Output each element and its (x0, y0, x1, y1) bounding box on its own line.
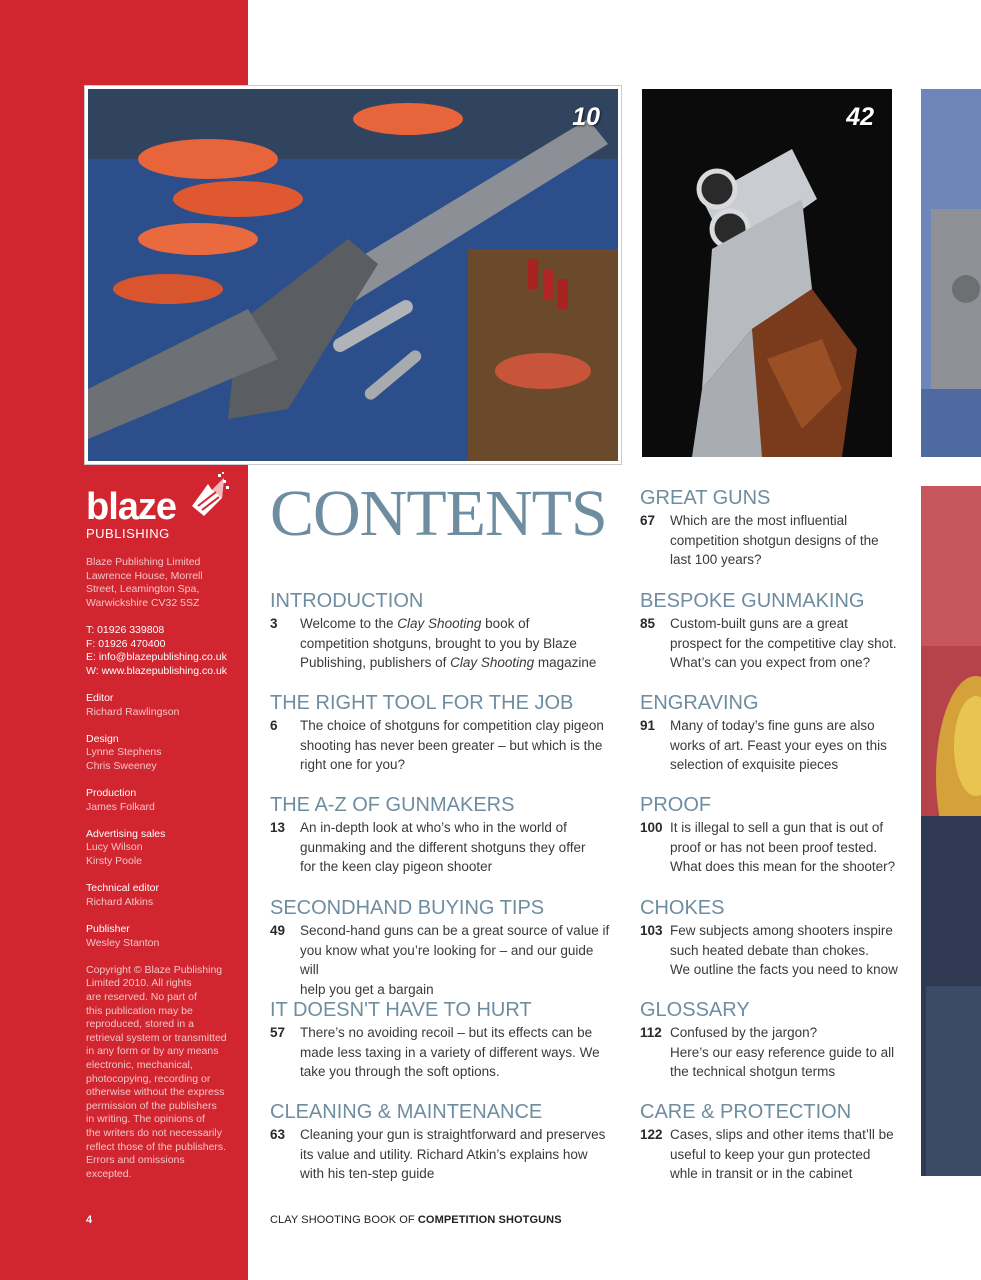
description-line (670, 838, 981, 858)
entry-page-number: 100 (640, 820, 663, 835)
contact-key: W: (86, 664, 99, 677)
contents-entry (640, 998, 981, 1082)
description-segment: its value and utility. Richard Atkin’s explains how (300, 1146, 588, 1162)
description-line (300, 980, 615, 1000)
description-segment: What does this mean for the shooter? (670, 859, 896, 875)
entry-body (270, 1125, 615, 1184)
description-segment: Many of today’s fine guns are also (670, 718, 875, 733)
entry-page-number: 57 (270, 1025, 286, 1040)
description-segment: magazine (534, 655, 597, 671)
entry-description (670, 1125, 981, 1184)
copyright-line: Copyright © Blaze Publishing (86, 963, 223, 976)
entry-body (270, 614, 615, 673)
copyright-line: otherwise without the express (86, 1086, 225, 1099)
copyright-line: the writers do not necessarily (86, 1126, 222, 1139)
credit-name: James Folkard (86, 800, 155, 813)
flame-book-icon (182, 472, 230, 522)
entry-page-number: 3 (270, 616, 278, 631)
entry-title: BESPOKE GUNMAKING (640, 590, 865, 612)
description-line (300, 941, 615, 980)
credit-block (86, 828, 236, 869)
credit-role: Production (86, 787, 137, 800)
description-line (300, 1125, 615, 1145)
description-line (300, 736, 615, 756)
photo-engraved-action-crop (921, 89, 981, 457)
description-line (670, 1043, 981, 1063)
entry-page-number: 13 (270, 820, 286, 835)
entry-page-number: 103 (640, 923, 663, 938)
description-line (670, 1023, 981, 1043)
entry-page-number: 67 (640, 513, 656, 528)
address-line: Lawrence House, Morrell (86, 569, 203, 582)
entry-title: PROOF (640, 794, 712, 816)
contact-key: F: (86, 637, 96, 650)
description-segment: right one for you? (300, 757, 406, 773)
entry-description (300, 1125, 615, 1184)
description-line (670, 511, 981, 531)
copyright-line: in any form or by any means (86, 1045, 219, 1058)
description-line (670, 921, 981, 941)
entry-page-number: 63 (270, 1127, 286, 1142)
photo-engraved-over-under (642, 89, 892, 457)
entry-description (300, 921, 615, 1000)
entry-page-number: 91 (640, 718, 656, 733)
description-line (300, 614, 615, 634)
page-number: 4 (86, 1214, 93, 1226)
description-line (670, 1125, 981, 1145)
credit-name: Lucy Wilson (86, 841, 143, 854)
entry-title: THE RIGHT TOOL FOR THE JOB (270, 692, 574, 714)
entry-body (270, 921, 615, 1000)
entry-page-number: 6 (270, 718, 278, 733)
description-segment: works of art. Feast your eyes on this (670, 737, 887, 753)
description-segment: for the keen clay pigeon shooter (300, 859, 493, 875)
logo-wordmark: blaze (86, 486, 177, 528)
description-segment: competition shotguns, brought to you by Blaze (300, 635, 577, 651)
description-line (300, 1043, 615, 1063)
credit-name: Chris Sweeney (86, 759, 157, 772)
credit-block (86, 692, 236, 719)
contact-value: info@blazepublishing.co.uk (98, 651, 227, 664)
entry-description (300, 614, 615, 673)
description-segment: competition shotgun designs of the (670, 532, 879, 548)
blaze-publishing-logo (86, 472, 231, 544)
description-segment: Confused by the jargon? (670, 1025, 818, 1040)
description-line (300, 921, 615, 941)
shotgun-clays-illustration (88, 89, 618, 461)
credit-role: Technical editor (86, 882, 159, 895)
entry-title: SECONDHAND BUYING TIPS (270, 897, 545, 919)
description-segment: book of (481, 616, 530, 631)
description-line (300, 1145, 615, 1165)
contents-entry (270, 1100, 615, 1184)
copyright-line: Errors and omissions (86, 1154, 185, 1167)
photo-page-badge: 42 (846, 103, 874, 131)
description-line (670, 960, 981, 980)
credit-name: Lynne Stephens (86, 746, 162, 759)
description-line (670, 1164, 981, 1184)
credit-block (86, 787, 236, 814)
entry-title: INTRODUCTION (270, 590, 424, 612)
copyright-block (86, 964, 236, 1182)
description-segment: Clay Shooting (397, 616, 482, 631)
entry-title: CHOKES (640, 897, 725, 919)
description-segment: you know what you’re looking for – and our guide will (300, 942, 594, 978)
contents-entry (640, 486, 981, 570)
copyright-line: reflect those of the publishers. (86, 1140, 227, 1153)
address-block (86, 556, 236, 610)
description-line (300, 1062, 615, 1082)
contents-entry (640, 1100, 981, 1184)
description-line (300, 755, 615, 775)
contents-entry (270, 691, 615, 775)
description-segment: Custom-built guns are a great (670, 616, 848, 631)
entry-description (670, 614, 981, 673)
credit-name: Kirsty Poole (86, 855, 143, 868)
description-line (670, 857, 981, 877)
copyright-line: Limited 2010. All rights (86, 977, 192, 990)
entry-description (670, 511, 981, 570)
entry-body (640, 921, 981, 980)
credit-name: Richard Rawlingson (86, 705, 180, 718)
entry-body (640, 511, 981, 570)
entry-page-number: 85 (640, 616, 656, 631)
description-segment: What’s can you expect from one? (670, 655, 871, 671)
contact-line (86, 665, 236, 679)
engraved-action-illustration (921, 89, 981, 457)
description-line (670, 614, 981, 634)
copyright-line: this publication may be (86, 1004, 193, 1017)
entry-description (670, 1023, 981, 1082)
contents-entry (270, 896, 615, 1000)
logo-subtitle: PUBLISHING (86, 526, 170, 541)
contents-entry (640, 691, 981, 775)
credit-name: Wesley Stanton (86, 936, 160, 949)
contents-entry (640, 896, 981, 980)
description-segment: Second-hand guns can be a great source of value if (300, 923, 610, 938)
entry-body (640, 614, 981, 673)
footer-prefix: CLAY SHOOTING BOOK OF (270, 1214, 418, 1226)
copyright-line: excepted. (86, 1167, 132, 1180)
description-segment: Publishing, publishers of (300, 655, 451, 671)
contents-entry (270, 589, 615, 673)
description-segment: whle in transit or in the cabinet (670, 1166, 853, 1182)
description-segment: help you get a bargain (300, 982, 434, 998)
contents-entry (640, 793, 981, 877)
description-segment: We outline the facts you need to know (670, 962, 898, 978)
description-line (670, 1145, 981, 1165)
entry-body (640, 1023, 981, 1082)
description-line (300, 1023, 615, 1043)
entry-body (640, 1125, 981, 1184)
contact-block (86, 624, 236, 678)
credit-role: Publisher (86, 923, 130, 936)
credit-block (86, 882, 236, 909)
description-segment: made less taxing in a variety of different ways. We (300, 1044, 600, 1060)
description-segment: Clay Shooting (450, 655, 535, 671)
entry-description (670, 921, 981, 980)
entry-body (640, 818, 981, 877)
entry-description (670, 716, 981, 775)
credit-name: Richard Atkins (86, 895, 154, 908)
description-segment: the technical shotgun terms (670, 1064, 836, 1080)
description-segment: There’s no avoiding recoil – but its effects can be (300, 1025, 593, 1040)
description-line (300, 1164, 615, 1184)
entry-title: CLEANING & MAINTENANCE (270, 1101, 543, 1123)
description-segment: An in-depth look at who’s who in the world of (300, 820, 567, 835)
description-line (670, 941, 981, 961)
entry-body (270, 716, 615, 775)
engraved-shotgun-illustration (642, 89, 892, 457)
description-segment: Which are the most influential (670, 513, 848, 528)
address-line: Blaze Publishing Limited (86, 556, 201, 568)
entry-page-number: 49 (270, 923, 286, 938)
contents-entry (640, 589, 981, 673)
description-segment: gunmaking and the different shotguns they offer (300, 839, 586, 855)
description-line (670, 531, 981, 551)
running-footer (270, 1214, 562, 1226)
copyright-line: retrieval system or transmitted (86, 1031, 227, 1044)
description-line (300, 716, 615, 736)
description-line (300, 653, 615, 673)
description-segment: take you through the soft options. (300, 1064, 500, 1080)
copyright-line: are reserved. No part of (86, 991, 197, 1003)
entry-description (300, 716, 615, 775)
copyright-line: permission of the publishers (86, 1099, 217, 1112)
description-line (300, 857, 615, 877)
photo-page-badge: 10 (572, 103, 600, 131)
description-line (670, 736, 981, 756)
entry-title: IT DOESN'T HAVE TO HURT (270, 999, 532, 1021)
description-segment: with his ten-step guide (300, 1166, 435, 1182)
contact-line (86, 651, 236, 665)
page-title: CONTENTS (270, 477, 607, 550)
credit-role: Design (86, 732, 119, 745)
publisher-info (86, 556, 236, 1195)
contents-entry (270, 998, 615, 1082)
footer-strong: COMPETITION SHOTGUNS (417, 1214, 562, 1226)
entry-page-number: 122 (640, 1127, 663, 1142)
description-line (670, 550, 981, 570)
credit-role: Advertising sales (86, 827, 166, 840)
contact-value: www.blazepublishing.co.uk (101, 664, 228, 677)
description-line (670, 634, 981, 654)
entry-page-number: 112 (640, 1025, 662, 1040)
entry-description (300, 818, 615, 877)
credit-role: Editor (86, 691, 114, 704)
credit-block (86, 923, 236, 950)
description-segment: proof or has not been proof tested. (670, 839, 878, 855)
description-line (670, 716, 981, 736)
description-line (670, 653, 981, 673)
contact-key: E: (86, 651, 96, 664)
contents-entry (270, 793, 615, 877)
description-segment: prospect for the competitive clay shot. (670, 635, 897, 651)
description-line (670, 1062, 981, 1082)
copyright-line: reproduced, stored in a (86, 1018, 194, 1031)
entry-title: CARE & PROTECTION (640, 1101, 852, 1123)
photo-semi-auto-shotgun (85, 86, 621, 464)
copyright-line: in writing. The opinions of (86, 1113, 205, 1126)
entry-title: GREAT GUNS (640, 487, 771, 509)
credit-block (86, 733, 236, 774)
copyright-line: photocopying, recording or (86, 1072, 211, 1085)
description-segment: shooting has never been greater – but which is the (300, 737, 603, 753)
description-line (300, 838, 615, 858)
contact-line (86, 624, 236, 638)
entry-title: THE A-Z OF GUNMAKERS (270, 794, 515, 816)
description-segment: last 100 years? (670, 552, 762, 568)
entry-title: GLOSSARY (640, 999, 750, 1021)
description-segment: useful to keep your gun protected (670, 1146, 871, 1162)
contact-value: 01926 339808 (97, 623, 165, 636)
description-line (300, 818, 615, 838)
entry-description (670, 818, 981, 877)
contact-line (86, 638, 236, 652)
description-segment: Cases, slips and other items that’ll be (670, 1127, 894, 1142)
description-segment: selection of exquisite pieces (670, 757, 839, 773)
description-segment: Cleaning your gun is straightforward and preserves (300, 1127, 606, 1142)
entry-body (270, 1023, 615, 1082)
description-line (300, 634, 615, 654)
contact-value: 01926 470400 (98, 637, 166, 650)
entry-description (300, 1023, 615, 1082)
entry-body (270, 818, 615, 877)
description-segment: The choice of shotguns for competition clay pigeon (300, 718, 604, 733)
address-line: Street, Leamington Spa, (86, 583, 200, 596)
description-segment: Few subjects among shooters inspire (670, 923, 893, 938)
description-line (670, 818, 981, 838)
copyright-line: electronic, mechanical, (86, 1058, 193, 1071)
entry-title: ENGRAVING (640, 692, 759, 714)
description-line (670, 755, 981, 775)
contact-key: T: (86, 623, 95, 636)
description-segment: It is illegal to sell a gun that is out of (670, 820, 884, 835)
description-segment: such heated debate than chokes. (670, 942, 869, 958)
address-line: Warwickshire CV32 5SZ (86, 596, 200, 609)
description-segment: Here’s our easy reference guide to all (670, 1044, 895, 1060)
description-segment: Welcome to the (300, 616, 398, 631)
entry-body (640, 716, 981, 775)
